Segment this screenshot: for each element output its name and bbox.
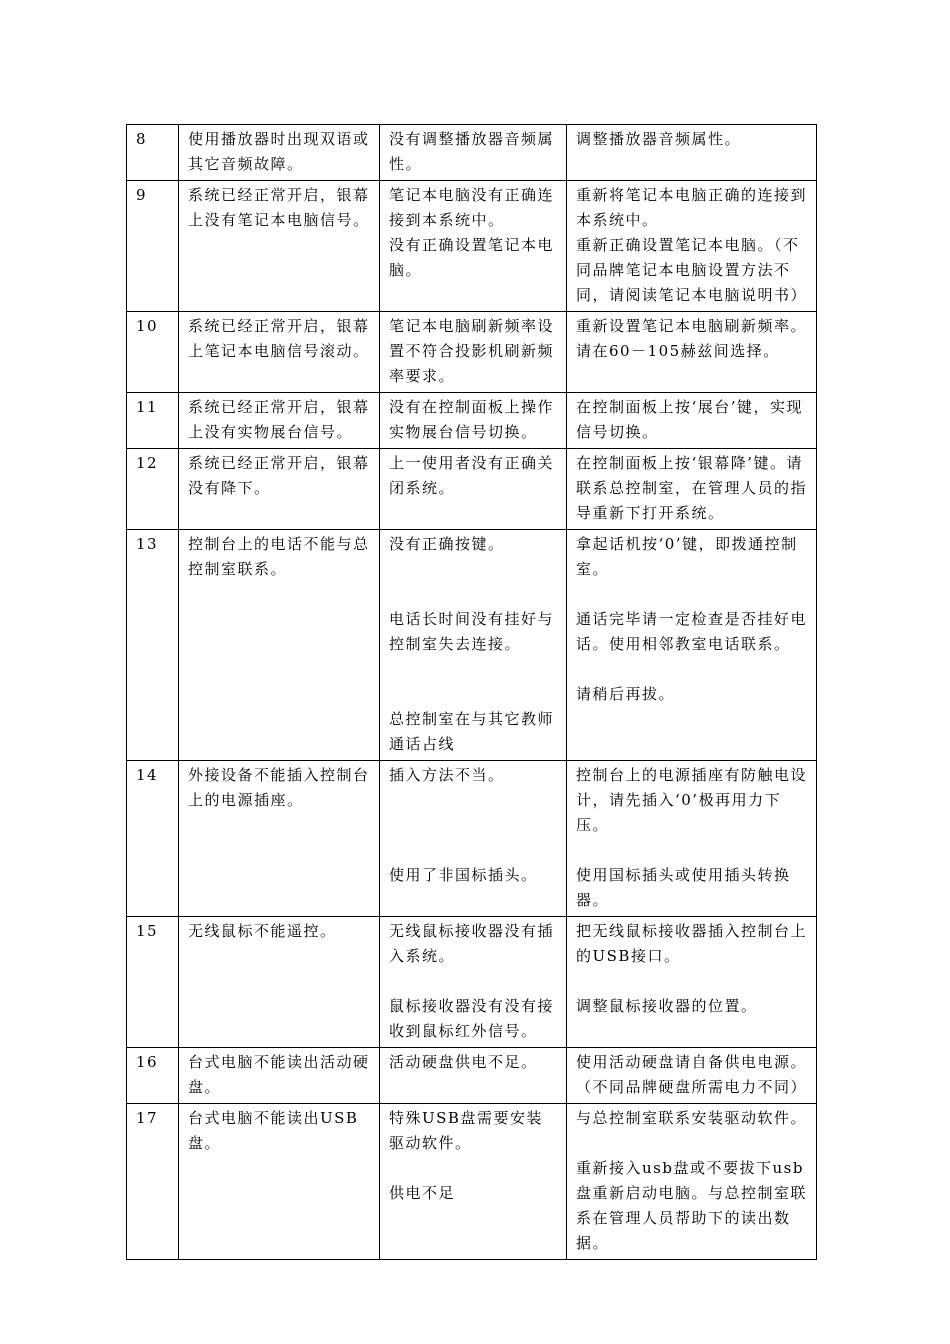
cause-text: 无线鼠标接收器没有插入系统。 [389,922,555,965]
fix-text: 调整鼠标接收器的位置。 [576,997,758,1015]
row-number: 10 [127,312,179,393]
fix-cell [567,917,817,1048]
row-number: 13 [127,530,179,761]
table-row [127,125,817,181]
fix-text: 通话完毕请一定检查是否挂好电话。使用相邻教室电话联系。 [576,610,808,653]
table-row [127,1104,817,1260]
table-row [127,530,817,761]
fix-cell [567,393,817,449]
fix-text: 重新接入usb盘或不要拔下usb盘重新启动电脑。与总控制室联系在管理人员帮助下的读出数据。 [576,1159,808,1252]
fix-text: 重新将笔记本电脑正确的连接到本系统中。 [576,186,808,229]
table-row [127,181,817,312]
fix-cell [567,125,817,181]
cause-text: 笔记本电脑刷新频率设置不符合投影机刷新频率要求。 [389,317,555,385]
fix-cell [567,1048,817,1104]
cause-text: 笔记本电脑没有正确连接到本系统中。 [389,186,555,229]
fix-cell [567,761,817,917]
cause-cell [380,125,567,181]
cause-text: 总控制室在与其它教师通话占线 [389,710,555,753]
fix-text: 在控制面板上按‘展台’键，实现信号切换。 [576,398,804,441]
table-row [127,761,817,917]
symptom-cell: 无线鼠标不能遥控。 [179,917,380,1048]
fix-text: 控制台上的电源插座有防触电设计，请先插入‘0’极再用力下压。 [576,766,808,834]
row-number: 12 [127,449,179,530]
table-row [127,312,817,393]
cause-cell [380,530,567,761]
cause-text: 没有调整播放器音频属性。 [389,130,555,173]
fix-cell [567,449,817,530]
fix-text: 在控制面板上按‘银幕降’键。请联系总控制室，在管理人员的指导重新下打开系统。 [576,454,808,522]
cause-text: 插入方法不当。 [389,766,505,784]
fix-cell [567,312,817,393]
row-number: 9 [127,181,179,312]
fix-text: 重新设置笔记本电脑刷新频率。请在60－105赫兹间选择。 [576,317,808,360]
fix-text: 请稍后再拔。 [576,685,676,703]
cause-text: 上一使用者没有正确关闭系统。 [389,454,555,497]
table-row [127,393,817,449]
cause-text: 没有正确按键。 [389,535,505,553]
symptom-cell: 外接设备不能插入控制台上的电源插座。 [179,761,380,917]
symptom-cell: 系统已经正常开启，银幕没有降下。 [179,449,380,530]
cause-text: 活动硬盘供电不足。 [389,1053,538,1071]
fix-text: 使用国标插头或使用插头转换器。 [576,866,791,909]
cause-text: 电话长时间没有挂好与控制室失去连接。 [389,610,555,653]
cause-cell [380,1048,567,1104]
cause-text: 使用了非国标插头。 [389,866,538,884]
fix-cell [567,1104,817,1260]
cause-text: 鼠标接收器没有没有接收到鼠标红外信号。 [389,997,555,1040]
cause-text: 没有正确设置笔记本电脑。 [389,236,555,279]
table-row [127,449,817,530]
cause-cell [380,393,567,449]
fix-text: 拿起话机按‘0’键，即拨通控制室。 [576,535,798,578]
symptom-cell: 控制台上的电话不能与总控制室联系。 [179,530,380,761]
fix-text: 与总控制室联系安装驱动软件。 [576,1109,808,1127]
cause-cell [380,1104,567,1260]
symptom-cell: 使用播放器时出现双语或其它音频故障。 [179,125,380,181]
row-number: 16 [127,1048,179,1104]
cause-cell [380,449,567,530]
cause-cell [380,181,567,312]
row-number: 17 [127,1104,179,1260]
table-row [127,917,817,1048]
symptom-cell: 台式电脑不能读出USB盘。 [179,1104,380,1260]
fix-cell [567,181,817,312]
cause-cell [380,312,567,393]
row-number: 11 [127,393,179,449]
cause-cell [380,917,567,1048]
fix-text: 重新正确设置笔记本电脑。（不同品牌笔记本电脑设置方法不同，请阅读笔记本电脑说明书） [576,236,808,304]
cause-text: 特殊USB盘需要安装驱动软件。 [389,1109,543,1152]
symptom-cell: 台式电脑不能读出活动硬盘。 [179,1048,380,1104]
fix-text: 调整播放器音频属性。 [576,130,742,148]
row-number: 8 [127,125,179,181]
cause-text: 没有在控制面板上操作实物展台信号切换。 [389,398,555,441]
symptom-cell: 系统已经正常开启，银幕上笔记本电脑信号滚动。 [179,312,380,393]
cause-cell [380,761,567,917]
symptom-cell: 系统已经正常开启，银幕上没有实物展台信号。 [179,393,380,449]
table-row [127,1048,817,1104]
row-number: 15 [127,917,179,1048]
troubleshooting-table [126,124,817,1260]
fix-cell [567,530,817,761]
symptom-cell: 系统已经正常开启，银幕上没有笔记本电脑信号。 [179,181,380,312]
fix-text: 使用活动硬盘请自备供电电源。（不同品牌硬盘所需电力不同） [576,1053,808,1096]
fix-text: 把无线鼠标接收器插入控制台上的USB接口。 [576,922,808,965]
cause-text: 供电不足 [389,1184,456,1202]
row-number: 14 [127,761,179,917]
